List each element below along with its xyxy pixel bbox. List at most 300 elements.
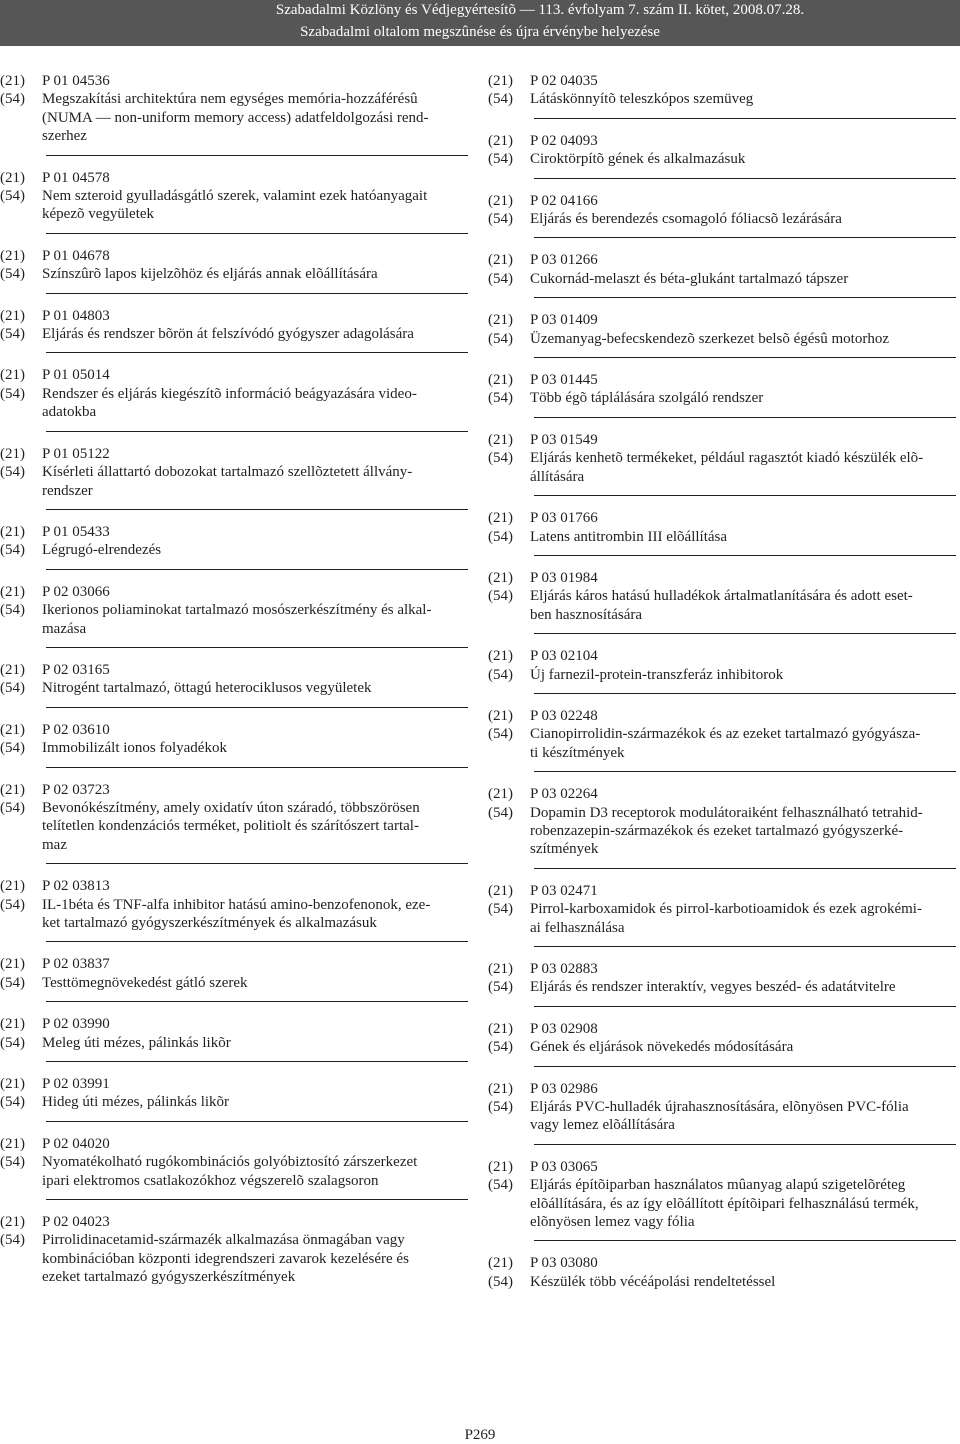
entry-separator [534,118,956,119]
patent-title-line: Látáskönnyítõ teleszkópos szemüveg [530,91,754,108]
code-21: (21) [0,1016,25,1033]
patent-title-line: képezõ vegyületek [42,206,155,223]
patent-number: P 03 01549 [530,431,598,448]
patent-title-row [0,187,472,224]
patent-number-row [0,366,472,384]
patent-number-row [0,169,472,187]
code-54: (54) [488,804,513,821]
patent-title-line: telítetlen kondenzációs terméket, politiolt és szárítószert tartal- [42,818,419,835]
code-21: (21) [488,312,513,329]
patent-title-line: Nem szteroid gyulladásgátló szerek, valamint ezek hatóanyagait [42,188,428,205]
patent-number-row [0,877,472,895]
code-21: (21) [488,1080,513,1097]
patent-number: P 02 04093 [530,132,598,149]
patent-entry [488,647,960,684]
code-21: (21) [488,372,513,389]
patent-number: P 01 04536 [42,73,110,89]
page-header [0,0,960,46]
patent-number: P 02 03990 [42,1016,110,1033]
patent-number: P 01 05122 [42,445,110,462]
patent-entry [0,1213,472,1287]
patent-title-line: Eljárás és rendszer interaktív, vegyes beszéd- és adatátvitelre [530,979,896,996]
patent-title-line: Rendszer és eljárás kiegészítõ információ beágyazására video- [42,385,417,402]
code-54: (54) [0,385,25,402]
code-21: (21) [0,367,25,384]
code-21: (21) [0,781,25,798]
patent-number: P 03 03065 [530,1158,598,1175]
patent-number-row [488,72,960,90]
patent-number: P 01 05433 [42,523,110,540]
patent-title-row [0,1093,472,1111]
patent-entry [488,785,960,859]
patent-title-row [488,270,960,288]
patent-title-line: Ciroktörpítõ gének és alkalmazásuk [530,151,746,168]
code-54: (54) [488,1039,513,1056]
patent-number: P 02 04035 [530,73,598,89]
patent-number: P 03 02264 [530,786,598,803]
patent-number-row [0,583,472,601]
patent-entry [0,247,472,284]
code-54: (54) [0,740,25,757]
patent-title-line: rendszer [42,482,93,499]
entry-separator [46,1121,468,1122]
entry-separator [534,237,956,238]
patent-title-row [0,1153,472,1190]
patent-title-row [0,679,472,697]
patent-title-line: Megszakítási architektúra nem egységes memória-hozzáférésû [42,91,418,108]
patent-title-line: Cianopirrolidin-származékok és az ezeket tartalmazó gyógyásza- [530,726,921,743]
code-54: (54) [488,450,513,467]
patent-number-row [0,523,472,541]
patent-entry [0,583,472,638]
patent-number-row [488,509,960,527]
patent-number-row [0,721,472,739]
code-21: (21) [488,431,513,448]
patent-title-line: Bevonókészítmény, amely oxidatív úton száradó, többszörösen [42,799,420,816]
patent-title-line: maz [42,836,67,853]
patent-entry [488,132,960,169]
patent-title-line: Nyomatékolható rugókombinációs golyóbiztosító zárszerkezet [42,1154,418,1171]
patent-entry [488,311,960,348]
code-54: (54) [488,666,513,683]
code-54: (54) [0,799,25,816]
patent-title-line: Légrugó-elrendezés [42,542,162,559]
patent-title-row [488,900,960,937]
entry-separator [534,555,956,556]
patent-number: P 02 04020 [42,1135,110,1152]
code-54: (54) [0,91,25,108]
patent-number-row [0,1135,472,1153]
entry-separator [534,495,956,496]
patent-title-line: Nitrogént tartalmazó, öttagú heterociklusos vegyületek [42,680,372,697]
patent-entry [0,661,472,698]
code-21: (21) [488,786,513,803]
patent-number: P 02 04166 [530,192,598,209]
patent-title-row [0,601,472,638]
entry-separator [534,633,956,634]
patent-number-row [488,1254,960,1272]
entry-separator [46,647,468,648]
entry-separator [534,178,956,179]
code-21: (21) [488,882,513,899]
patent-title-row [0,463,472,500]
patent-title-row [488,587,960,624]
patent-entry [488,569,960,624]
patent-number-row [488,431,960,449]
patent-title-line: kombinációban központi idegrendszeri zavarok kezelésére és [42,1250,409,1267]
patent-title-row [488,90,960,108]
patent-title-row [0,1034,472,1052]
patent-title-row [488,1176,960,1231]
entry-separator [534,868,956,869]
patent-number: P 02 03991 [42,1076,110,1093]
patent-title-row [0,1231,472,1286]
patent-title-line: Eljárás építõiparban használatos mûanyag alapú szigetelõréteg [530,1177,906,1194]
code-21: (21) [0,878,25,895]
patent-title-line: Kísérleti állattartó dobozokat tartalmazó szellõztetett állvány- [42,464,413,481]
code-54: (54) [488,726,513,743]
patent-title-row [488,804,960,859]
code-21: (21) [0,1214,25,1231]
patent-number-row [488,569,960,587]
patent-title-row [0,799,472,854]
patent-entry [488,1158,960,1232]
code-21: (21) [0,1076,25,1093]
patent-title-line: Készülék több vécéápolási rendeltetéssel [530,1273,776,1290]
patent-number: P 03 01445 [530,372,598,389]
code-54: (54) [488,901,513,918]
code-54: (54) [0,542,25,559]
patent-number-row [488,785,960,803]
patent-title-row [488,330,960,348]
code-54: (54) [0,266,25,283]
code-21: (21) [488,961,513,977]
patent-title-row [488,1098,960,1135]
patent-number-row [488,707,960,725]
patent-title-line: Eljárás és berendezés csomagoló fóliacsõ lezárására [530,211,842,228]
code-21: (21) [488,569,513,586]
entry-separator [46,293,468,294]
code-21: (21) [488,73,513,89]
patent-title-row [0,974,472,992]
patent-entry [488,431,960,486]
code-21: (21) [0,169,25,186]
code-21: (21) [0,661,25,678]
code-54: (54) [0,326,25,343]
code-21: (21) [488,252,513,269]
patent-title-line: elõállítására, és az így elõállított építõipari felhasználású termék, [530,1195,919,1212]
code-54: (54) [0,1154,25,1171]
patent-entry [0,1135,472,1190]
patent-number: P 01 04578 [42,169,110,186]
patent-number: P 03 02908 [530,1020,598,1037]
patent-number: P 02 03066 [42,583,110,600]
code-21: (21) [0,445,25,462]
code-54: (54) [488,151,513,168]
entry-separator [534,417,956,418]
patent-title-line: Eljárás PVC-hulladék újrahasznosítására, elõnyösen PVC-fólia [530,1099,909,1116]
patent-entry [488,192,960,229]
code-54: (54) [488,91,513,108]
code-21: (21) [488,132,513,149]
patent-number: P 03 03080 [530,1255,598,1272]
patent-title-row [488,389,960,407]
code-21: (21) [0,1135,25,1152]
patent-title-line: ipari elektromos csatlakozókhoz végszerelõ szalagsoron [42,1172,379,1189]
code-21: (21) [0,73,25,89]
patent-entry [488,707,960,762]
code-54: (54) [0,1094,25,1111]
patent-number-row [0,661,472,679]
code-54: (54) [488,1099,513,1116]
patent-title-line: adatokba [42,404,97,421]
patent-entry [488,251,960,288]
patent-number: P 03 02248 [530,707,598,724]
patent-number-row [488,1158,960,1176]
code-21: (21) [488,1020,513,1037]
patent-entry [0,366,472,421]
patent-number: P 02 03837 [42,956,110,973]
patent-title-line: Színszûrõ lapos kijelzõhöz és eljárás annak elõállítására [42,266,378,283]
patent-title-row [488,449,960,486]
patent-number: P 03 01266 [530,252,598,269]
patent-title-line: ket tartalmazó gyógyszerkészítmények és alkalmazásuk [42,915,377,931]
patent-number: P 03 02104 [530,648,598,665]
patent-title-line: Eljárás és rendszer bõrön át felszívódó gyógyszer adagolására [42,326,414,343]
code-54: (54) [488,330,513,347]
patent-entry [488,72,960,109]
entry-separator [46,863,468,864]
patent-number: P 03 01984 [530,569,598,586]
patent-title-row [488,210,960,228]
patent-title-line: vagy lemez elõállítására [530,1117,675,1134]
patent-number-row [488,960,960,978]
patent-number-row [488,311,960,329]
patent-title-line: szerhez [42,128,87,145]
entry-separator [46,569,468,570]
code-21: (21) [0,523,25,540]
entry-separator [534,693,956,694]
code-54: (54) [488,211,513,228]
patent-title-line: Ikerionos poliaminokat tartalmazó mosószerkészítmény és alkal- [42,602,432,619]
patent-title-line: Gének és eljárások növekedés módosítására [530,1039,794,1056]
entry-separator [46,155,468,156]
code-54: (54) [488,979,513,996]
code-54: (54) [488,528,513,545]
patent-number-row [0,72,472,90]
code-54: (54) [0,1232,25,1249]
code-21: (21) [0,956,25,973]
patent-title-line: Pirrolidinacetamid-származék alkalmazása önmagában vagy [42,1232,405,1249]
patent-number: P 02 04023 [42,1214,110,1231]
entry-separator [46,941,468,942]
patent-title-row [0,325,472,343]
patent-number-row [488,192,960,210]
patent-number: P 03 01766 [530,510,598,527]
patent-title-line: Latens antitrombin III elõállítása [530,528,728,545]
code-54: (54) [0,896,25,913]
patent-title-line: Több égõ táplálására szolgáló rendszer [530,390,764,407]
entry-separator [46,1199,468,1200]
patent-entry [488,509,960,546]
patent-title-line: robenzazepin-származékok és ezeket tartalmazó gyógyszerké- [530,822,904,839]
code-54: (54) [0,1034,25,1051]
patent-number-row [0,1213,472,1231]
patent-title-line: Pirrol-karboxamidok és pirrol-karbotioamidok és ezek agrokémi- [530,901,922,918]
patent-title-line: Meleg úti mézes, pálinkás likõr [42,1034,231,1051]
patent-number-row [488,371,960,389]
entry-separator [534,1144,956,1145]
patent-entry [0,781,472,855]
code-54: (54) [488,270,513,287]
entry-separator [534,1066,956,1067]
patent-entry [0,877,472,932]
patent-title-line: Eljárás kenhetõ termékeket, például ragasztót kiadó készülék elõ- [530,450,924,467]
code-21: (21) [488,1255,513,1272]
entry-separator [534,357,956,358]
patent-title-line: állítására [530,468,585,485]
patent-number: P 01 04678 [42,247,110,264]
patent-number: P 03 01409 [530,312,598,329]
patent-entry [0,1015,472,1052]
patent-title-line: IL-1béta és TNF-alfa inhibitor hatású amino-benzofenonok, eze- [42,896,431,913]
patent-title-line: ti készítmények [530,744,625,761]
patent-title-line: Testtömegnövekedést gátló szerek [42,974,248,991]
patent-number-row [488,647,960,665]
patent-title-row [0,265,472,283]
patent-entry [488,371,960,408]
patent-title-row [488,725,960,762]
patent-number: P 02 03610 [42,721,110,738]
code-54: (54) [488,588,513,605]
patent-entry [488,1254,960,1291]
patent-number-row [488,1020,960,1038]
patent-title-row [0,541,472,559]
journal-title-text: Szabadalmi Közlöny és Védjegyértesítõ — 113. évfolyam 7. szám II. kötet, 2008.07.28. [275,2,805,18]
patent-number: P 02 03723 [42,781,110,798]
patent-number: P 03 02471 [530,882,598,899]
patent-entry [488,1020,960,1057]
entry-separator [534,1006,956,1007]
entry-separator [46,1061,468,1062]
patent-title-row [488,150,960,168]
patent-number: P 03 02883 [530,961,598,977]
entry-separator [534,297,956,298]
patent-number-row [488,251,960,269]
patent-title-row [0,90,472,145]
patent-title-line: ben hasznosítására [530,606,643,623]
patent-title-row [0,739,472,757]
code-21: (21) [0,583,25,600]
patent-number: P 02 03165 [42,661,110,678]
patent-entry [0,445,472,500]
patent-entry [488,960,960,997]
patent-title-line: ai felhasználása [530,919,625,936]
journal-title [0,0,960,20]
patent-title-line: ezeket tartalmazó gyógyszerkészítmények [42,1269,296,1286]
entry-separator [534,771,956,772]
patent-number-row [0,307,472,325]
patent-number-row [0,1075,472,1093]
patent-entry [0,523,472,560]
patent-entry [0,307,472,344]
code-54: (54) [0,188,25,205]
code-54: (54) [0,602,25,619]
code-54: (54) [0,680,25,697]
patent-title-line: Immobilizált ionos folyadékok [42,740,227,757]
patent-number-row [488,1080,960,1098]
code-21: (21) [0,247,25,264]
patent-title-row [488,528,960,546]
patent-number: P 01 04803 [42,307,110,324]
code-54: (54) [488,1177,513,1194]
entry-separator [46,352,468,353]
right-column [488,72,960,1291]
entry-separator [46,431,468,432]
code-54: (54) [0,974,25,991]
code-21: (21) [488,707,513,724]
entry-separator [46,509,468,510]
entry-separator [534,946,956,947]
code-21: (21) [0,307,25,324]
code-54: (54) [488,1273,513,1290]
patent-number-row [0,445,472,463]
patent-entry [0,721,472,758]
patent-title-line: mazása [42,620,87,637]
entry-separator [46,707,468,708]
code-21: (21) [488,192,513,209]
patent-title-row [488,1038,960,1056]
patent-entry [488,1080,960,1135]
entry-separator [46,1001,468,1002]
section-title: Szabadalmi oltalom megszûnése és újra érvénybe helyezése [300,24,660,40]
entry-separator [534,1240,956,1241]
patent-title-line: Dopamin D3 receptorok modulátoraiként felhasználható tetrahid- [530,804,923,821]
patent-title-row [488,1273,960,1291]
patent-title-line: Új farnezil-protein-transzferáz inhibitorok [530,666,784,683]
left-column [0,72,472,1287]
entry-separator [46,767,468,768]
patent-number: P 01 05014 [42,367,110,384]
patent-title-line: Cukornád-melaszt és béta-glukánt tartalmazó tápszer [530,270,849,287]
patent-number: P 03 02986 [530,1080,598,1097]
patent-title-row [488,978,960,996]
patent-title-row [488,666,960,684]
patent-number-row [0,1015,472,1033]
patent-entry [0,1075,472,1112]
patent-entry [0,72,472,146]
code-21: (21) [488,1158,513,1175]
patent-number-row [0,781,472,799]
code-21: (21) [488,648,513,665]
patent-number-row [488,132,960,150]
patent-title-line: (NUMA — non-uniform memory access) adatfeldolgozási rend- [42,109,429,126]
page-number: P269 [464,1427,496,1443]
patent-number-row [0,247,472,265]
code-21: (21) [0,721,25,738]
patent-entry [0,169,472,224]
patent-title-line: Eljárás káros hatású hulladékok ártalmatlanítására és adott eset- [530,588,913,605]
patent-title-line: szítmények [530,841,599,858]
patent-title-line: Hideg úti mézes, pálinkás likõr [42,1094,230,1111]
patent-number-row [0,955,472,973]
patent-entry [488,882,960,937]
patent-title-row [0,385,472,422]
patent-title-line: Üzemanyag-befecskendezõ szerkezet belsõ égésû motorhoz [530,330,889,347]
code-54: (54) [0,464,25,481]
patent-title-line: elõnyösen lemez vagy fólia [530,1214,695,1231]
patent-entry [0,955,472,992]
